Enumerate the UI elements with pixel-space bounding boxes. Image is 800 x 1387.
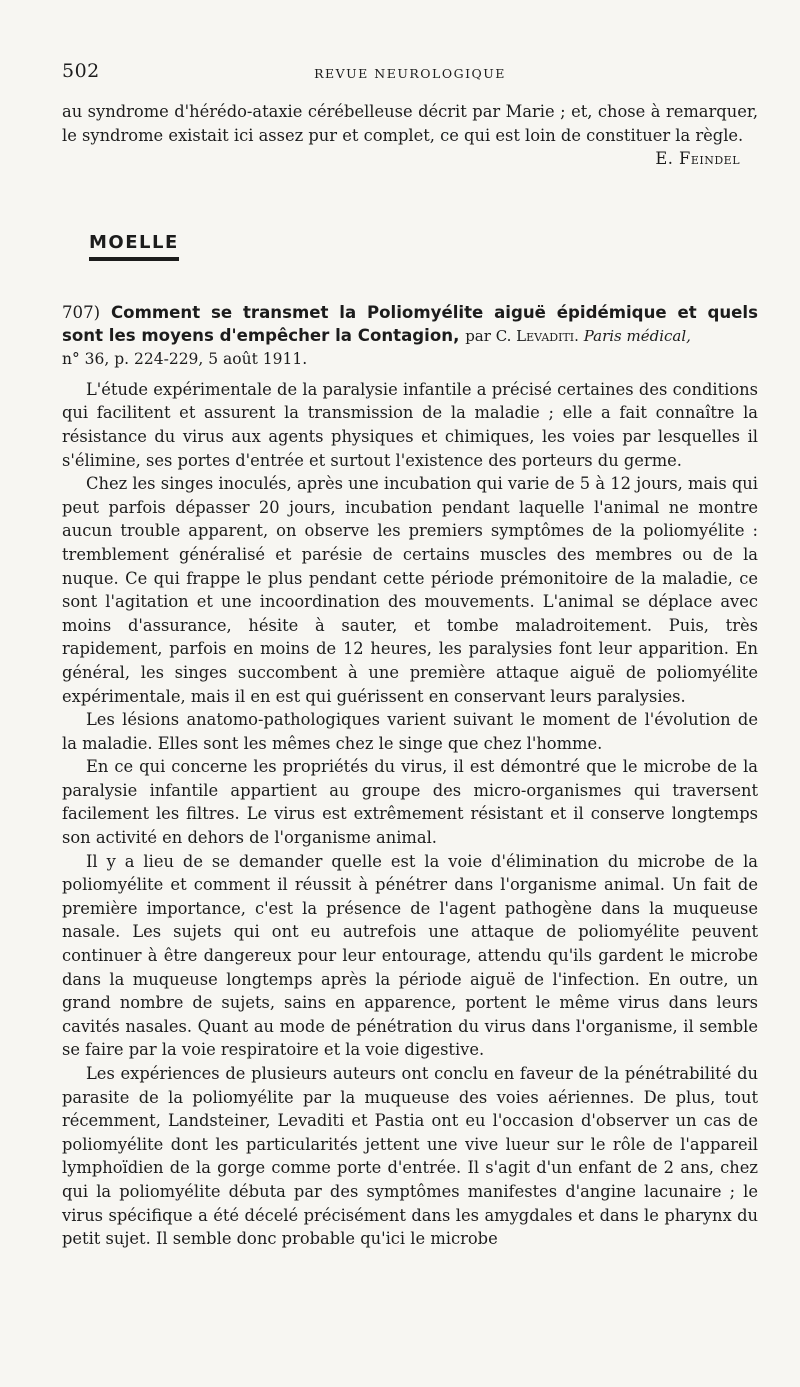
journal-page [62,58,758,1251]
section-underline [89,257,179,261]
body-paragraph: Chez les singes inoculés, après une incubation qui varie de 5 à 12 jours, mais qui peut parfois dépasser 20 jours, incubation pendant laquelle l'animal ne montre aucun trouble apparent, on observe les premiers symptômes de la poliomyélite : tremblement généralisé et parésie de certains muscles des membres ou de la nuque. Ce qui frappe le plus pendant cette période prémonitoire de la maladie, ce sont l'agitation et une incoordination des mouvements. L'animal se déplace avec moins d'assurance, hésite à sauter, et tombe maladroitement. Puis, très rapidement, parfois en moins de 12 heures, les paralysies font leur apparition. En général, les singes succombent à une première attaque aiguë de poliomyélite expérimentale, mais il en est qui guérissent en conservant leurs paralysies. [62,474,758,706]
byline-par: par [465,326,491,345]
article-title: Comment se transmet la Poliomyélite aiguë épidémique et quels sont les moyens d'empêcher la Contagion, [62,302,758,345]
body-paragraph: Il y a lieu de se demander quelle est la voie d'élimination du microbe de la poliomyélite et comment il réussit à pénétrer dans l'organisme animal. Un fait de première importance, c'est la présence de l'agent pathogène dans la muqueuse nasale. Les sujets qui ont eu autrefois une attaque de poliomyélite peuvent continuer à être dangereux pour leur entourage, attendu qu'ils gardent le microbe dans la muqueuse longtemps après la période aiguë de l'infection. En outre, un grand nombre de sujets, sains en apparence, portent le même virus dans leurs cavités nasales. Quant au mode de pénétration du virus dans l'organisme, il semble se faire par la voie respiratoire et la voie digestive. [62,851,758,1060]
article [62,301,758,1251]
previous-article-text: au syndrome d'hérédo-ataxie cérébelleuse décrit par Marie ; et, chose à remarquer, le syndrome existait ici assez pur et complet, ce qui est loin de constituer la règle. [62,102,758,145]
body-paragraph: Les expériences de plusieurs auteurs ont conclu en faveur de la pénétrabilité du parasite de la poliomyélite par la muqueuse des voies aériennes. De plus, tout récemment, Landsteiner, Levaditi et Pastia ont eu l'occasion d'observer un cas de poliomyélite dont les particularités jettent une vive lueur sur le rôle de l'appareil lymphoïdien de la gorge comme porte d'entrée. Il s'agit d'un enfant de 2 ans, chez qui la poliomyélite débuta par des symptômes manifestes d'angine lacunaire ; le virus spécifique a été décelé précisément dans les amygdales et dans le pharynx du petit sujet. Il semble donc probable qu'ici le microbe [62,1064,758,1249]
body-paragraph: L'étude expérimentale de la paralysie infantile a précisé certaines des conditions qui facilitent et assurent la transmission de la maladie ; elle a fait connaître la résistance du virus aux agents physiques et chimiques, les voies par lesquelles il s'élimine, ses portes d'entrée et surtout l'existence des porteurs du germe. [62,379,758,470]
body-paragraph: Les lésions anatomo-pathologiques varient suivant le moment de l'évolution de la maladie. Elles sont les mêmes chez le singe que chez l'homme. [62,710,758,753]
article-citation: n° 36, p. 224-229, 5 août 1911. [62,349,308,368]
section-title: MOELLE [89,231,179,253]
article-byline [465,327,691,345]
article-heading [62,301,758,348]
article-author: C. Levaditi. [495,326,579,345]
signature: E. Feindel [655,149,740,169]
article-number: 707) [62,302,101,322]
signature-line [62,147,758,171]
page-header [62,58,758,84]
body-paragraph: En ce qui concerne les propriétés du virus, il est démontré que le microbe de la paralysie infantile appartient au groupe des micro-organismes qui traversent facilement les filtres. Le virus est extrêmement résistant et il conserve longtemps son activité en dehors de l'organisme animal. [62,757,758,848]
article-body [62,378,758,1251]
article-journal: Paris médical, [583,326,691,345]
page-number: 502 [62,60,100,82]
section-heading [89,232,179,261]
running-title: REVUE NEUROLOGIQUE [314,66,506,81]
